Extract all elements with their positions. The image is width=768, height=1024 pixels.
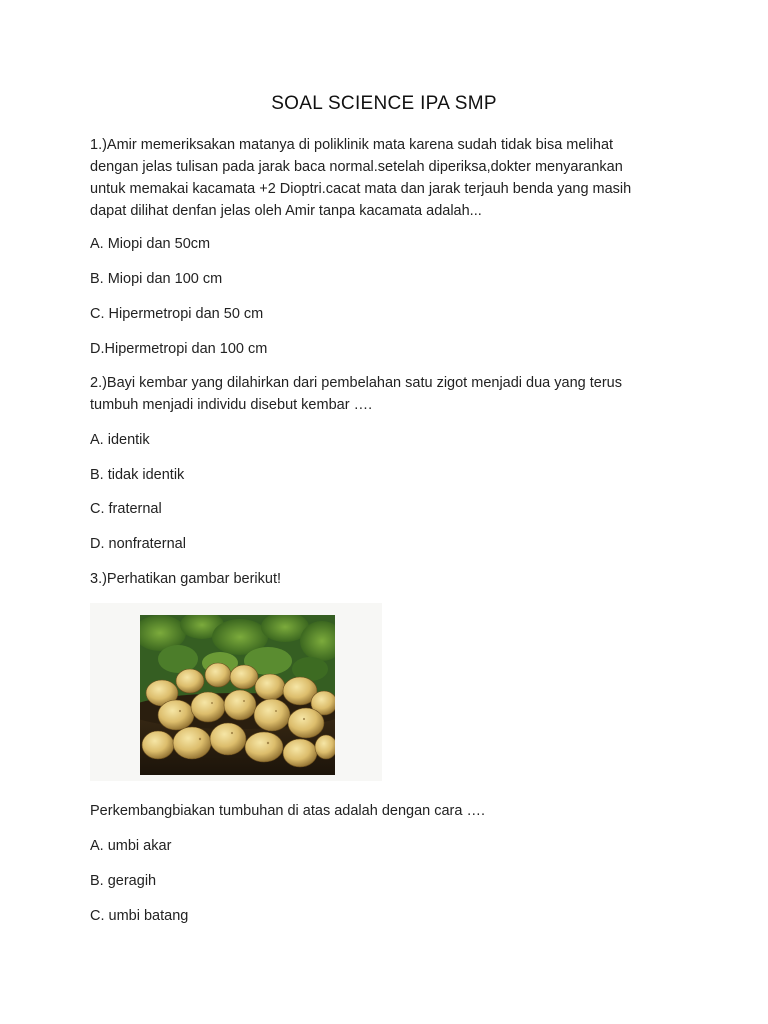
potato-plant-photo [140, 615, 335, 775]
question-1-line: dapat dilihat denfan jelas oleh Amir tanpa kacamata adalah... [90, 203, 482, 219]
question-3-option-a: A. umbi akar [90, 838, 172, 854]
question-1-option-c: C. Hipermetropi dan 50 cm [90, 306, 264, 322]
question-2-option-a: A. identik [90, 432, 150, 448]
question-1-option-a: A. Miopi dan 50cm [90, 236, 211, 252]
question-2-option-d: D. nonfraternal [90, 536, 186, 552]
question-1-text [90, 134, 690, 222]
question-1-line: untuk memakai kacamata +2 Dioptri.cacat mata dan jarak terjauh benda yang masih [90, 181, 632, 197]
question-1-line: 1.)Amir memeriksakan matanya di poliklinik mata karena sudah tidak bisa melihat [90, 137, 614, 153]
question-3-text: Perkembangbiakan tumbuhan di atas adalah dengan cara …. [90, 803, 485, 819]
question-3-intro: 3.)Perhatikan gambar berikut! [90, 571, 282, 587]
question-3-figure [90, 603, 382, 781]
question-2-option-c: C. fraternal [90, 501, 162, 517]
page-title: SOAL SCIENCE IPA SMP [271, 93, 497, 114]
question-3-option-c: C. umbi batang [90, 908, 189, 924]
question-1-option-b: B. Miopi dan 100 cm [90, 271, 223, 287]
question-2-line: tumbuh menjadi individu disebut kembar …. [90, 397, 373, 413]
question-3-option-b: B. geragih [90, 873, 157, 889]
question-1-line: dengan jelas tulisan pada jarak baca normal.setelah diperiksa,dokter menyarankan [90, 159, 623, 175]
question-2-text [90, 372, 690, 416]
question-2-line: 2.)Bayi kembar yang dilahirkan dari pembelahan satu zigot menjadi dua yang terus [90, 375, 622, 391]
question-1-option-d: D.Hipermetropi dan 100 cm [90, 341, 268, 357]
question-2-option-b: B. tidak identik [90, 467, 185, 483]
